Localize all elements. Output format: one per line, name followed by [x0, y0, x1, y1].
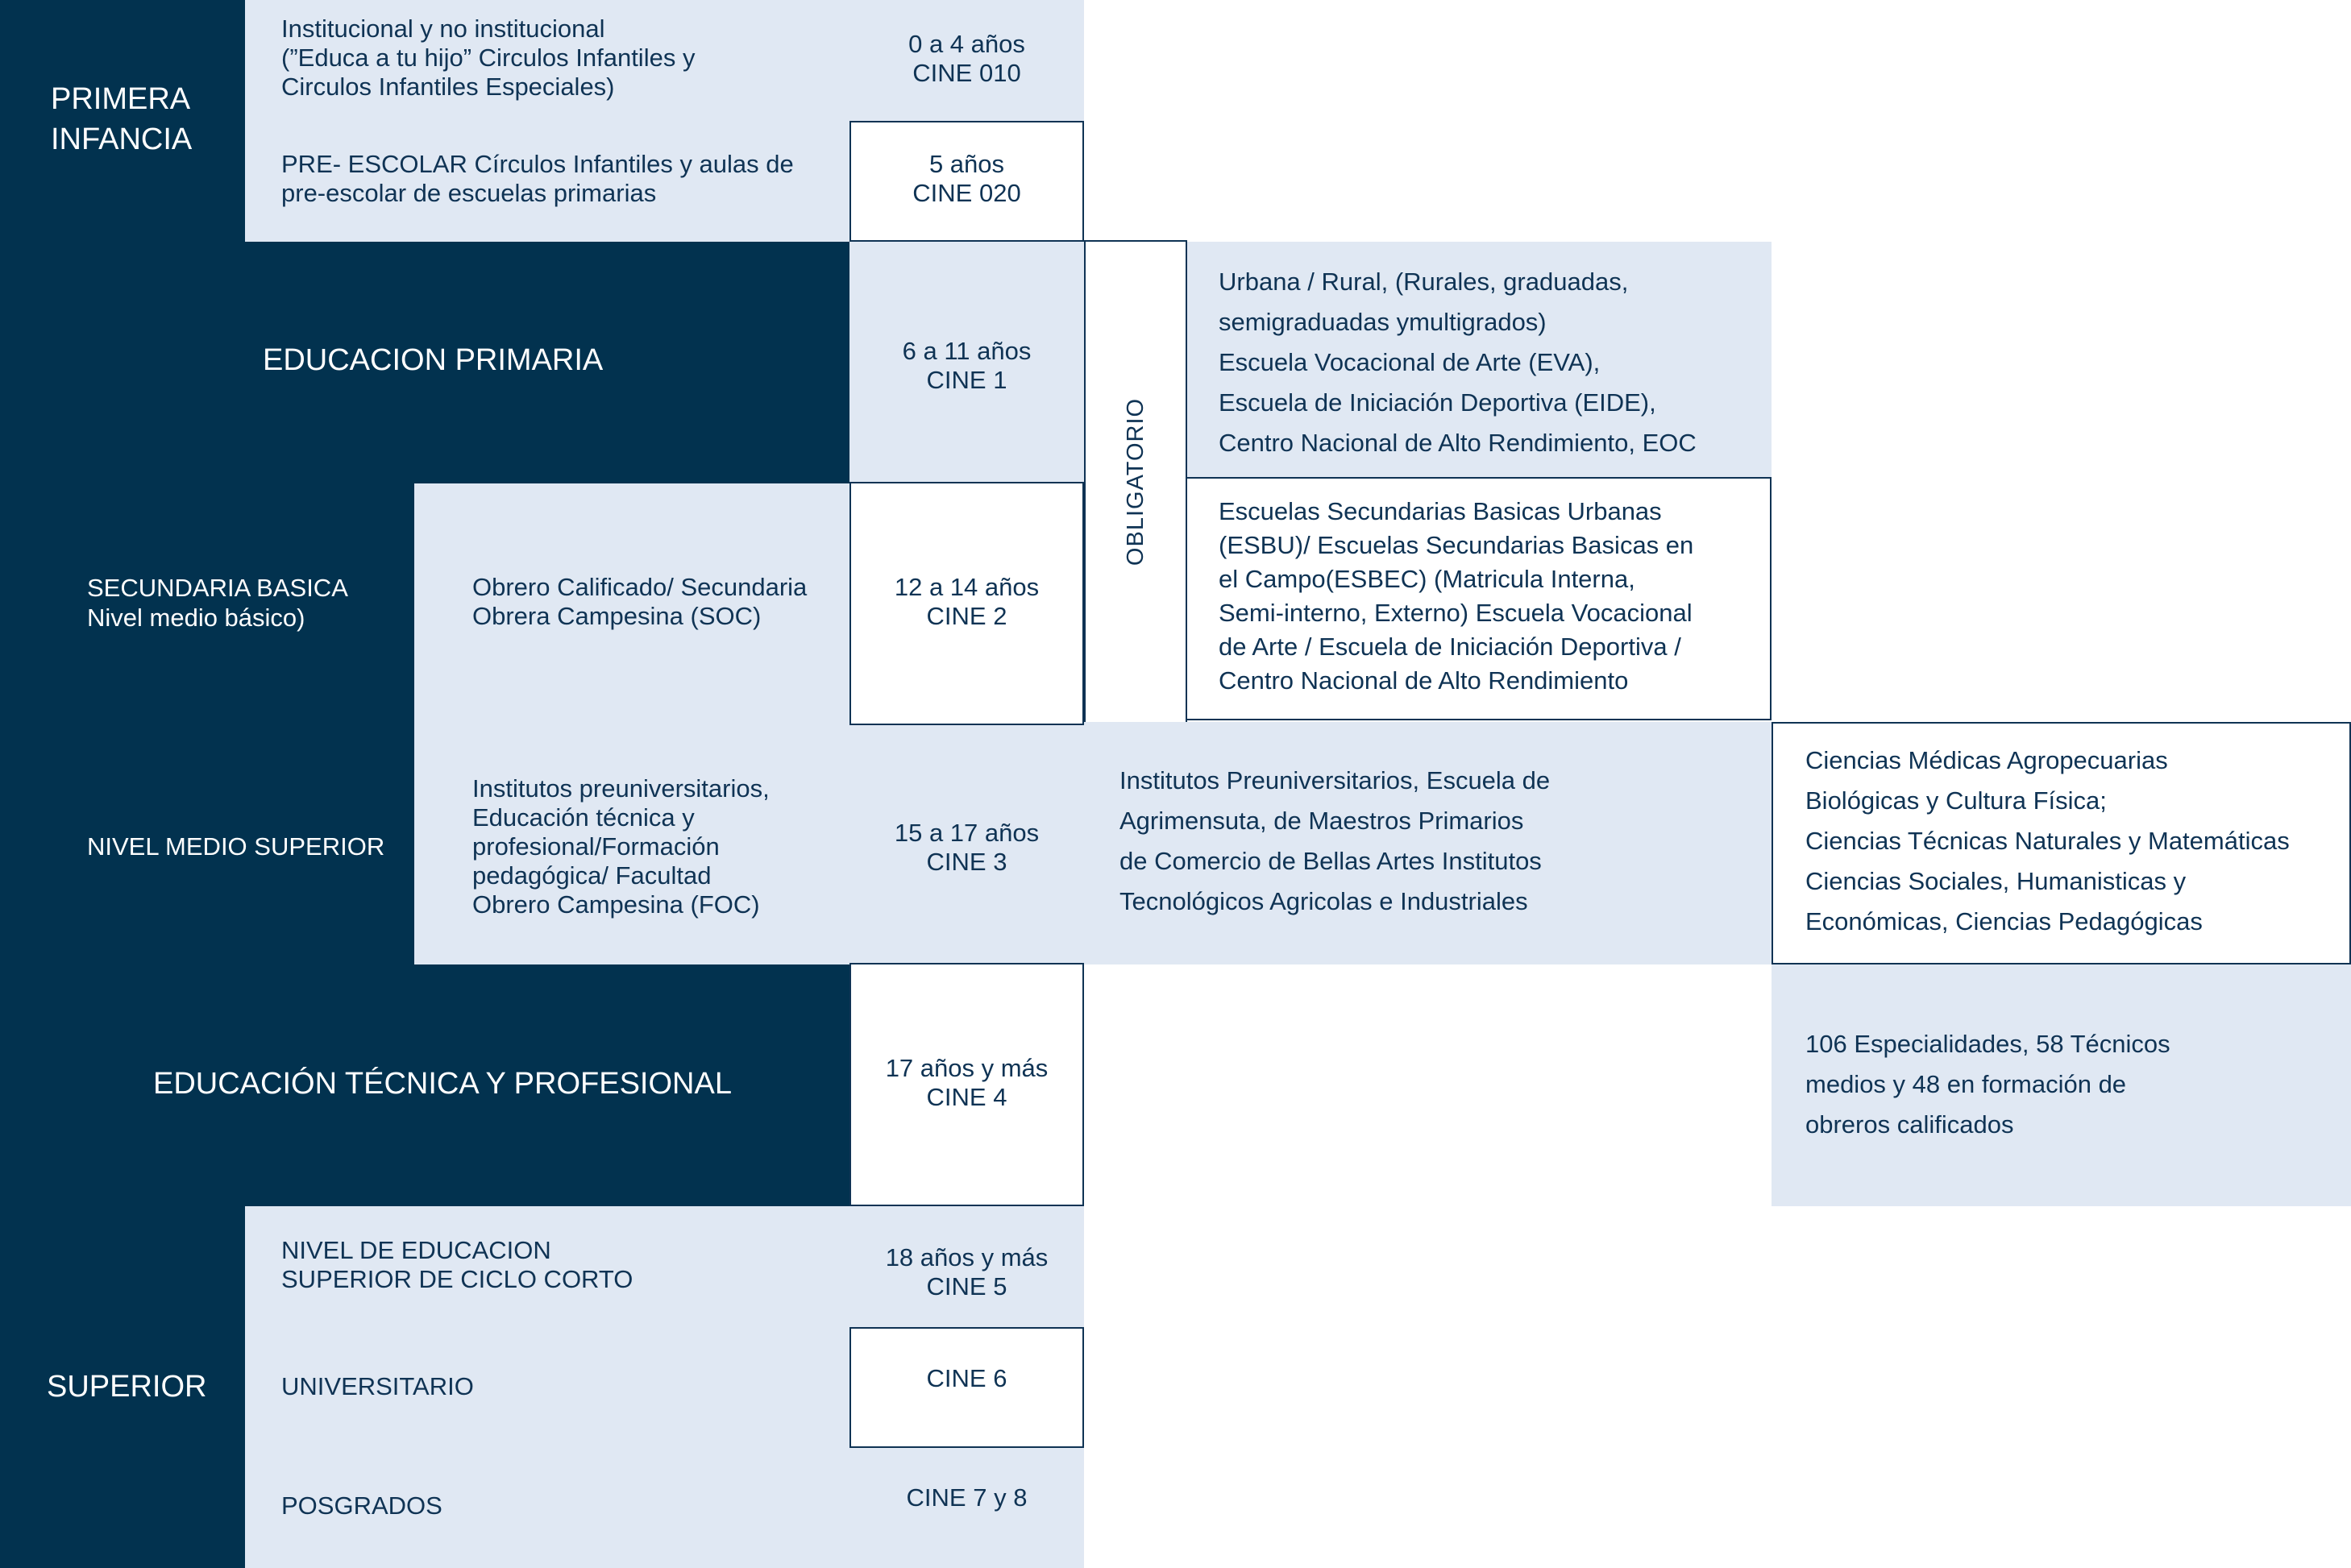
universitario-text: UNIVERSITARIO	[281, 1372, 474, 1400]
institucional-text: Institucional y no institucional (”Educa a tu hijo” Circulos Infantiles y Circulos Infantiles Especiales)	[281, 15, 696, 101]
institutos-preuniversitarios-text: Institutos preuniversitarios, Educación técnica y profesional/Formación pedagógica/ Facultad Obrero Campesina (FOC)	[472, 774, 770, 919]
age-cine-2: 12 a 14 años CINE 2	[894, 573, 1040, 630]
primera-infancia-label: PRIMERA INFANCIA	[51, 82, 193, 156]
age-cine-5: 18 años y más CINE 5	[885, 1243, 1049, 1300]
especialidades-detail-text: 106 Especialidades, 58 Técnicos medios y 48 en formación de obreros calificados	[1805, 1030, 2170, 1139]
age-cine-4: 17 años y más CINE 4	[885, 1054, 1049, 1111]
primaria-detail-text: Urbana / Rural, (Rurales, graduadas, semigraduadas ymultigrados) Escuela Vocacional de Arte (EVA), Escuela de Iniciación Deportiva (EIDE), Centro Nacional de Alto Rendimiento, EOC	[1219, 268, 1697, 457]
age-cine-1: 6 a 11 años CINE 1	[902, 337, 1032, 394]
posgrados-text: POSGRADOS	[281, 1491, 442, 1520]
age-cine-6: CINE 6	[926, 1364, 1007, 1392]
preescolar-text: PRE- ESCOLAR Círculos Infantiles y aulas de pre-escolar de escuelas primarias	[281, 150, 794, 207]
ciclo-corto-text: NIVEL DE EDUCACION SUPERIOR DE CICLO CORTO	[281, 1236, 633, 1293]
age-cine-7-8: CINE 7 y 8	[906, 1483, 1028, 1512]
age-cine-020: 5 años CINE 020	[912, 150, 1021, 207]
superior-label: SUPERIOR	[47, 1370, 207, 1404]
nivel-medio-superior-label: NIVEL MEDIO SUPERIOR	[87, 832, 385, 861]
medio-superior-detail-text: Institutos Preuniversitarios, Escuela de Agrimensuta, de Maestros Primarios de Comercio de Bellas Artes Institutos Tecnológicos Agricolas e Industriales	[1119, 766, 1551, 915]
secundaria-detail-text: Escuelas Secundarias Basicas Urbanas (ESBU)/ Escuelas Secundarias Basicas en el Campo(ESBEC) (Matricula Interna, Semi-interno, Externo) Escuela Vocacional de Arte / Escuela de Iniciación Deportiva / Centro Nacional de Alto Rendimiento	[1219, 497, 1694, 695]
age-cine-010: 0 a 4 años CINE 010	[908, 30, 1025, 87]
age-cine-3: 15 a 17 años CINE 3	[894, 819, 1040, 876]
educacion-tecnica-label: EDUCACIÓN TÉCNICA Y PROFESIONAL	[153, 1067, 732, 1101]
obligatorio-label: OBLIGATORIO	[1123, 397, 1149, 566]
secundaria-basica-label: SECUNDARIA BASICA Nivel medio básico)	[87, 574, 348, 632]
obrero-calificado-text: Obrero Calificado/ Secundaria Obrera Campesina (SOC)	[472, 573, 808, 630]
ciencias-detail-text: Ciencias Médicas Agropecuarias Biológicas y Cultura Física; Ciencias Técnicas Naturales y Matemáticas Ciencias Sociales, Humanisticas y Económicas, Ciencias Pedagógicas	[1805, 746, 2290, 935]
educacion-primaria-label: EDUCACION PRIMARIA	[263, 343, 604, 377]
